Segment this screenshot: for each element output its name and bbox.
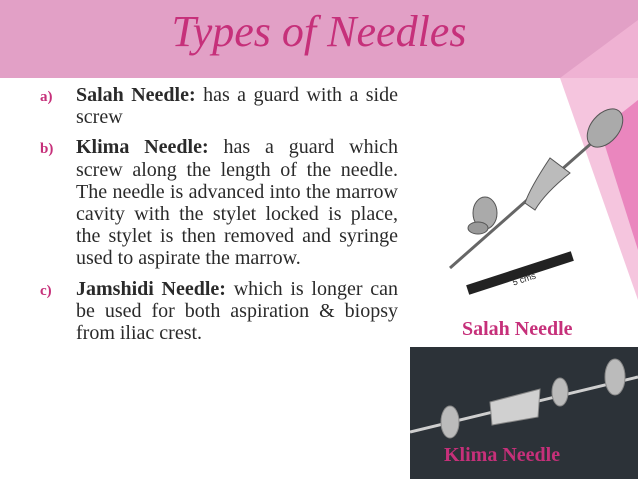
needle-guard	[441, 406, 459, 438]
salah-needle-image	[430, 88, 630, 310]
scale-label: 5 cms	[511, 270, 538, 288]
list-item-klima	[40, 136, 398, 269]
needle-term: Klima Needle:	[76, 136, 209, 159]
needle-term: Jamshidi Needle:	[76, 277, 226, 300]
needle-guard-screw	[468, 222, 488, 234]
needle-guard-2	[552, 378, 568, 406]
needle-description: has a guard with a side screw	[76, 84, 398, 129]
list-item-jamshidi	[40, 278, 398, 345]
salah-needle-caption: Salah Needle	[462, 318, 573, 340]
needle-hub	[490, 389, 540, 425]
needle-hub	[525, 158, 570, 210]
slide-title: Types of Needles	[171, 7, 467, 56]
needle-term: Salah Needle:	[76, 84, 196, 106]
scale-bar	[466, 251, 574, 295]
list-marker: a)	[40, 89, 53, 105]
needle-description: which is longer can be used for both aspiration & biopsy from iliac crest.	[76, 277, 398, 345]
list-marker: b)	[40, 141, 54, 158]
needle-handle	[605, 359, 625, 395]
list-item-salah	[40, 84, 398, 128]
needle-list	[40, 84, 398, 352]
klima-needle-caption: Klima Needle	[444, 444, 561, 466]
needle-description: has a guard which screw along the length of the needle. The needle is advanced into the marrow cavity with the stylet locked is place, the stylet is then removed and syringe used to aspirate the marrow.	[76, 136, 398, 270]
list-marker: c)	[40, 282, 52, 299]
